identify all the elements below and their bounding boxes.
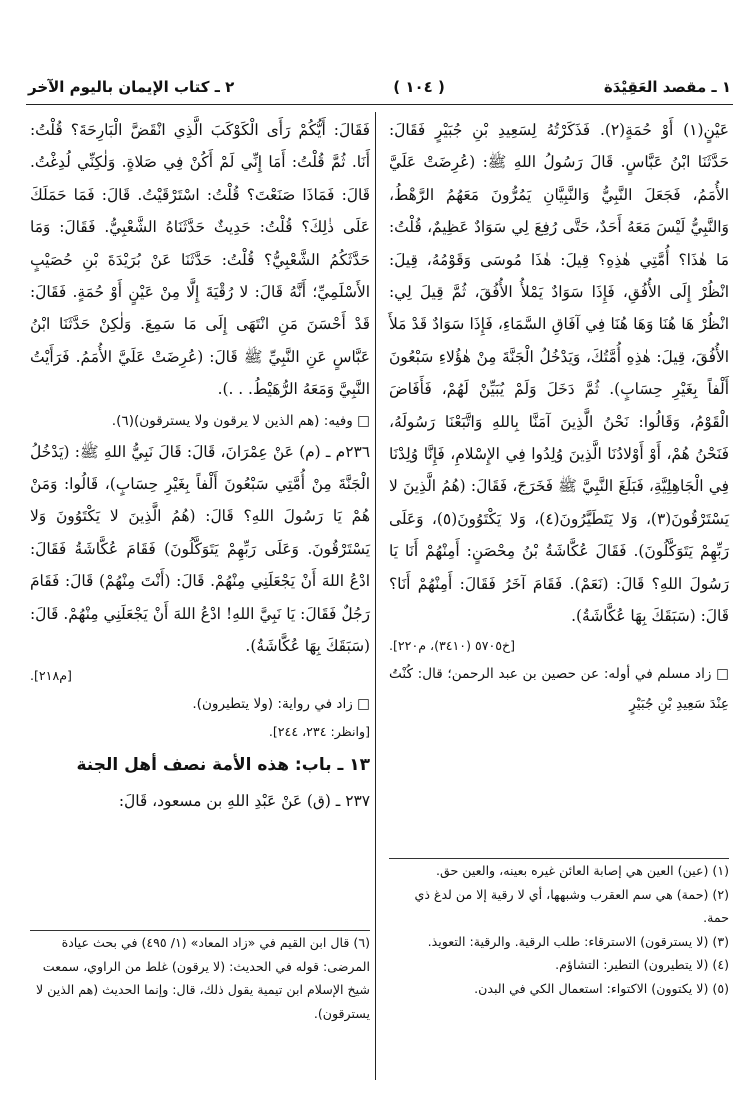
footnotes-right	[389, 858, 729, 1000]
column-divider	[375, 112, 376, 1080]
header-rule	[26, 104, 733, 105]
hadith-reference: [خ٥٧٠٥ (٣٤١٠)، م٢٢٠].	[389, 637, 516, 653]
footnotes-left	[30, 930, 370, 1025]
footnote-4: (٤) (لا يتطيرون) التطير: التشاؤم.	[555, 957, 729, 972]
left-column	[30, 114, 370, 817]
footnote-5: (٥) (لا يكتوون) الاكتواء: استعمال الكي في البدن.	[474, 980, 729, 996]
page-number: ( ١٠٤ )	[393, 78, 445, 96]
chapter-heading: ١٣ ـ باب: هذه الأمة نصف أهل الجنة	[76, 754, 370, 775]
footnote-1: (١) (عين) العين هي إصابة العائن غيره بعينه، والعين حق.	[435, 863, 729, 878]
hadith-continuation: فَقَالَ: أَيُّكُمْ رَأَى الْكَوْكَبَ الَّذِي انْقَضَّ الْبَارِحَةَ؟ قُلْتُ: أَنَا. ثُمَّ قُلْتُ: أَمَا إِنِّي لَمْ أَكُنْ فِي صَلاةٍ. وَلٰكِنِّي لُدِغْتُ. قَالَ: فَمَاذَا صَنَعْتَ؟ قُلْتُ: اسْتَرْقَيْتُ. قَالَ: فَمَا حَمَلَكَ عَلَى ذٰلِكَ؟ قُلْتُ: حَدِيثٌ حَدَّثَنَاهُ الشَّعْبِيُّ. فَقَالَ: وَمَا حَدَّثَكُمُ الشَّعْبِيُّ؟ قُلْتُ: حَدَّثَنَا عَنْ بُرَيْدَةَ بْنِ حُصَيْبٍ الأَسْلَمِيِّ؛ أَنَّهُ قَالَ: لا رُقْيَةَ إِلَّا مِنْ عَيْنٍ أَوْ حُمَةٍ. فَقَالَ: قَدْ أَحْسَنَ مَنِ انْتَهَى إِلَى مَا سَمِعَ. وَلٰكِنْ حَدَّثَنَا ابْنُ عَبَّاسٍ عَنِ النَّبِيِّ ﷺ قَالَ: (عُرِضَتْ عَلَيَّ الأُمَمُ. فَرَأَيْتُ النَّبِيَّ وَمَعَهُ الرُّهَيْطُ. . .).	[30, 121, 370, 399]
header-chapter-title: ٢ ـ كتاب الإيمان باليوم الآخر	[28, 78, 235, 96]
right-column	[389, 114, 729, 719]
narration-note-1: □ وفيه: (هم الذين لا يرقون ولا يسترقون)(٦).	[111, 412, 370, 429]
hadith-text: عَيْنٍ(١) أَوْ حُمَةٍ(٢). فَذَكَرْتُهُ لِسَعِيدِ بْنِ جُبَيْرٍ فَقَالَ: حَدَّثَنَا ابْنُ عَبَّاسٍ. قَالَ رَسُولُ اللهِ ﷺ: (عُرِضَتْ عَلَيَّ الأُمَمُ، فَجَعَلَ النَّبِيُّ وَالنَّبِيَّانِ يَمُرُّونَ مَعَهُمُ الرَّهْطُ، وَالنَّبِيُّ لَيْسَ مَعَهُ أَحَدٌ، حَتَّى رُفِعَ لِي سَوَادٌ عَظِيمٌ، قُلْتُ: مَا هٰذَا؟ أُمَّتِي هٰذِهِ؟ قِيلَ: هٰذَا مُوسَى وَقَوْمُهُ، قِيلَ: انْظُرْ إِلَى الأُفُقِ، فَإِذَا سَوَادٌ يَمْلأُ الأُفُقَ، ثُمَّ قِيلَ لِي: انْظُرْ هَا هُنَا وَهَا هُنَا فِي آفَاقِ السَّمَاءِ، فَإِذَا سَوَادٌ قَدْ مَلأَ الأُفُقَ، قِيلَ: هٰذِهِ أُمَّتُكَ، وَيَدْخُلُ الْجَنَّةَ مِنْ هٰؤُلاءِ سَبْعُونَ أَلْفاً بِغَيْرِ حِسَابٍ). ثُمَّ دَخَلَ وَلَمْ يُبَيِّنْ لَهُمْ، فَأَفَاضَ الْقَوْمُ، وَقَالُوا: نَحْنُ الَّذِينَ آمَنَّا بِاللهِ وَاتَّبَعْنَا رَسُولَهُ، فَنَحْنُ هُمْ، أَوْ أَوْلادُنَا الَّذِينَ وُلِدُوا فِي الإِسْلامِ، فَإِنَّا وُلِدْنَا فِي الْجَاهِلِيَّةِ، فَبَلَغَ النَّبِيَّ ﷺ فَخَرَجَ، فَقَالَ: (هُمُ الَّذِينَ لا يَسْتَرْقُونَ(٣)، وَلا يَتَطَيَّرُونَ(٤)، وَلا يَكْتَوُونَ(٥)، وَعَلَى رَبِّهِمْ يَتَوَكَّلُونَ). فَقَالَ عُكَّاشَةُ بْنُ مِحْصَنٍ: أَمِنْهُمْ أَنَا يَا رَسُولَ اللهِ؟ قَالَ: (نَعَمْ). فَقَامَ آخَرُ فَقَالَ: أَمِنْهُمْ أَنَا؟ قَالَ: (سَبَقَكَ بِهَا عُكَّاشَةُ).	[389, 121, 729, 626]
footnote-3: (٣) (لا يسترقون) الاسترقاء: طلب الرقية. والرقية: التعويذ.	[427, 933, 729, 949]
hadith-237: ٢٣٧ ـ (ق) عَنْ عَبْدِ اللهِ بن مسعود، قَالَ:	[118, 791, 370, 810]
narration-note-2: □ زاد في رواية: (ولا يتطيرون).	[192, 695, 370, 712]
hadith-236-reference: [م٢١٨].	[30, 667, 72, 683]
hadith-236: ٢٣٦م ـ (م) عَنْ عِمْرَانَ، قَالَ: قَالَ نَبِيُّ اللهِ ﷺ: (يَدْخُلُ الْجَنَّةَ مِنْ أُمَّتِي سَبْعُونَ أَلْفاً بِغَيْرِ حِسَابٍ)، قَالُوا: وَمَنْ هُمْ يَا رَسُولَ اللهِ؟ قَالَ: (هُمُ الَّذِينَ لا يَكْتَوُونَ وَلا يَسْتَرْقُونَ. وَعَلَى رَبِّهِمْ يَتَوَكَّلُونَ) فَقَامَ عُكَّاشَةُ فَقَالَ: ادْعُ اللهَ أَنْ يَجْعَلَنِي مِنْهُمْ. قَالَ: (أَنْتَ مِنْهُمْ) قَالَ: فَقَامَ رَجُلٌ فَقَالَ: يَا نَبِيَّ اللهِ! ادْعُ اللهَ أَنْ يَجْعَلَنِي مِنْهُمْ. قَالَ: (سَبَقَكَ بِهَا عُكَّاشَةُ).	[30, 442, 370, 656]
see-also-reference: [وانظر: ٢٣٤، ٢٤٤].	[268, 723, 370, 739]
footnote-2: (٢) (حمة) هي سم العقرب وشبهها، أي لا رقية إلا من لدغ ذي حمة.	[414, 886, 729, 925]
header-section-title: ١ ـ مقصد العَقِيْدَة	[603, 78, 731, 96]
narration-note: □ زاد مسلم في أوله: عن حصين بن عبد الرحمن؛ قال: كُنْتُ عِنْدَ سَعِيدِ بْنِ جُبَيْرٍ	[389, 665, 729, 712]
footnote-6: (٦) قال ابن القيم في «زاد المعاد» (١/ ٤٩٥) في بحث عيادة المرضى: قوله في الحديث: (لا يرقون) غلط من الراوي، سمعت شيخ الإسلام ابن تيمية يقول ذلك، قال: وإنما الحديث (هم الذين لا يسترقون).	[35, 935, 370, 1021]
page-header	[28, 72, 731, 102]
